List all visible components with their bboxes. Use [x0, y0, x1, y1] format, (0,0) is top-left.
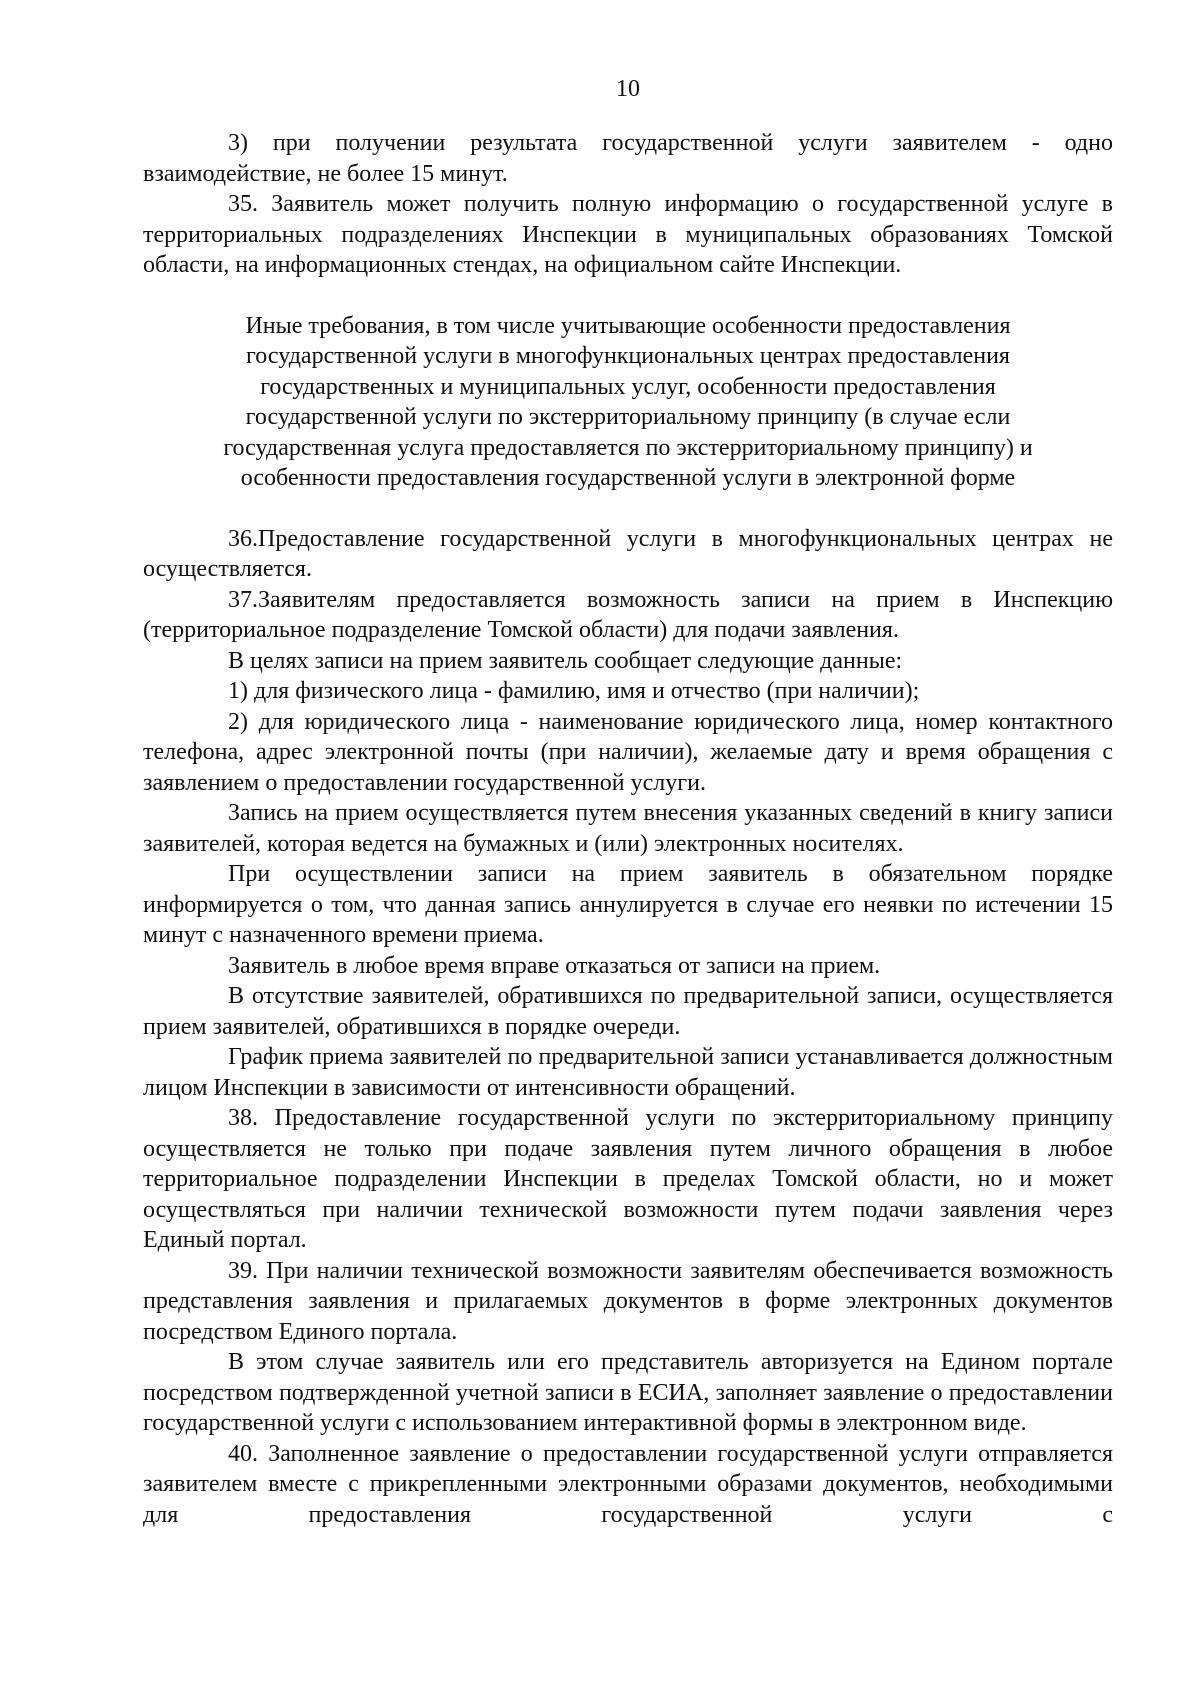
paragraph-35: 35. Заявитель может получить полную информацию о государственной услуге в территориальных подразделениях Инспекции в муниципальных образованиях Томской области, на информационных стендах, на официальном сайте Инспекции. — [143, 191, 1113, 278]
section-heading-line: государственных и муниципальных услуг, особенности предоставления — [260, 373, 996, 400]
paragraph-esia: В этом случае заявитель или его представитель авторизуется на Едином портале посредством подтвержденной учетной записи в ЕСИА, заполняет заявление о предоставлении государственной услуги с использованием интерактивной формы в электронном виде. — [143, 1349, 1113, 1436]
page-number: 10 — [616, 76, 640, 102]
paragraph-39: 39. При наличии технической возможности заявителям обеспечивается возможность представления заявления и прилагаемых документов в форме электронных документов посредством Единого портала. — [143, 1257, 1113, 1345]
paragraph-legal-entity: 2) для юридического лица - наименование юридического лица, номер контактного телефона, адрес электронной почты (при наличии), желаемые дату и время обращения с заявлением о предоставлении государственной услуги. — [143, 708, 1113, 796]
section-heading — [143, 311, 1113, 494]
section-heading-line: государственной услуги в многофункциональных центрах предоставления — [246, 343, 1010, 369]
paragraph-record-cancel: При осуществлении записи на прием заявитель в обязательном порядке информируется о том, что данная запись аннулируется в случае его неявки по истечении 15 минут с назначенного времени приема. — [143, 861, 1113, 948]
section-heading-line: государственная услуга предоставляется по экстерриториальному принципу) и — [223, 434, 1033, 461]
paragraph-36: 36.Предоставление государственной услуги в многофункциональных центрах не осуществляется. — [143, 525, 1113, 582]
section-heading-line: Иные требования, в том числе учитывающие особенности предоставления — [245, 312, 1011, 339]
section-heading-line: государственной услуги по экстерриториальному принципу (в случае если — [245, 404, 1011, 430]
paragraph-record-data: В целях записи на прием заявитель сообщает следующие данные: — [228, 647, 903, 674]
section-heading-line: особенности предоставления государственной услуги в электронной форме — [240, 465, 1016, 491]
spacer — [143, 494, 1113, 524]
paragraph-item-3: 3) при получении результата государственной услуги заявителем - одно взаимодействие, не более 15 минут. — [143, 130, 1113, 187]
paragraph-individual: 1) для физического лица - фамилию, имя и отчество (при наличии); — [228, 678, 920, 704]
spacer — [143, 281, 1113, 311]
paragraph-schedule: График приема заявителей по предварительной записи устанавливается должностным лицом Инспекции в зависимости от интенсивности обращений. — [143, 1044, 1113, 1101]
paragraph-37: 37.Заявителям предоставляется возможность записи на прием в Инспекцию (территориальное подразделение Томской области) для подачи заявления. — [143, 586, 1113, 643]
document-body — [143, 128, 1113, 1530]
paragraph-queue: В отсутствие заявителей, обратившихся по предварительной записи, осуществляется прием заявителей, обратившихся в порядке очереди. — [143, 983, 1113, 1040]
paragraph-38: 38. Предоставление государственной услуги по экстерриториальному принципу осуществляется не только при подаче заявления путем личного обращения в любое территориальное подразделении Инспекции в пределах Томской области, но и может осуществляться при наличии технической возможности путем подачи заявления через Единый портал. — [143, 1105, 1113, 1253]
paragraph-refuse-record: Заявитель в любое время вправе отказаться от записи на прием. — [228, 952, 881, 979]
paragraph-40: 40. Заполненное заявление о предоставлении государственной услуги отправляется заявителем вместе с прикрепленными электронными образами документов, необходимыми для предоставления государственной услуги с — [143, 1440, 1113, 1528]
paragraph-record-book: Запись на прием осуществляется путем внесения указанных сведений в книгу записи заявителей, которая ведется на бумажных и (или) электронных носителях. — [143, 800, 1113, 857]
